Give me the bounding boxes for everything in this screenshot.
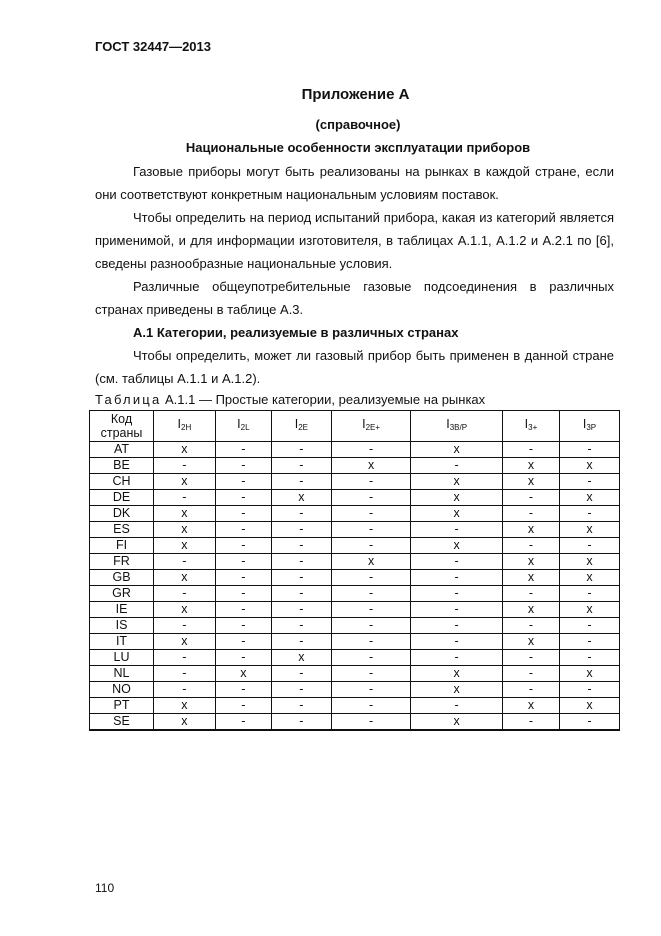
country-code-cell: NO	[90, 682, 154, 698]
category-cell: -	[215, 570, 271, 586]
category-cell: -	[271, 474, 331, 490]
category-base: I	[582, 417, 587, 431]
category-cell: -	[411, 570, 503, 586]
table-row	[90, 602, 620, 618]
table-body	[90, 442, 620, 731]
category-header	[154, 411, 216, 442]
category-cell: x	[331, 554, 411, 570]
category-cell: x	[154, 698, 216, 714]
category-subscript: 3B/P	[449, 423, 468, 432]
category-cell: -	[411, 602, 503, 618]
category-cell: x	[154, 538, 216, 554]
category-cell: x	[154, 442, 216, 458]
category-subscript: 2L	[240, 423, 250, 432]
table-row	[90, 698, 620, 714]
page-number: 110	[95, 881, 115, 895]
table-row	[90, 634, 620, 650]
category-cell: -	[215, 458, 271, 474]
category-cell: -	[560, 474, 620, 490]
category-cell: x	[154, 506, 216, 522]
category-cell: -	[502, 490, 559, 506]
table-header-row	[90, 411, 620, 442]
paragraph: Различные общеупотребительные газовые подсоединения в различных странах приведены в таблице А.3.	[95, 279, 614, 317]
country-code-header: Код страны	[90, 411, 154, 442]
category-cell: x	[411, 666, 503, 682]
category-cell: -	[331, 682, 411, 698]
category-cell: -	[271, 682, 331, 698]
category-cell: x	[560, 490, 620, 506]
category-cell: -	[331, 474, 411, 490]
category-cell: -	[502, 442, 559, 458]
category-cell: -	[502, 618, 559, 634]
category-cell: -	[331, 570, 411, 586]
category-cell: x	[502, 522, 559, 538]
category-base: I	[177, 417, 181, 431]
category-cell: -	[502, 538, 559, 554]
category-cell: -	[560, 714, 620, 731]
table-caption	[95, 392, 485, 407]
category-cell: -	[154, 458, 216, 474]
section-heading: А.1 Категории, реализуемые в различных странах	[133, 325, 459, 340]
category-header	[560, 411, 620, 442]
category-cell: -	[411, 458, 503, 474]
category-cell: -	[331, 634, 411, 650]
country-code-cell: ES	[90, 522, 154, 538]
category-cell: -	[271, 570, 331, 586]
paragraph: Чтобы определить на период испытаний прибора, какая из категорий является применимой, и для информации изготовителя, в таблицах А.1.1, А.1.2 и А.2.1 по [6], сведены разнообразные национальные условия.	[95, 210, 614, 271]
country-code-cell: DE	[90, 490, 154, 506]
appendix-kind: (справочное)	[315, 117, 401, 132]
country-code-cell: GB	[90, 570, 154, 586]
table-caption-label: Таблица	[95, 392, 162, 407]
category-cell: -	[271, 618, 331, 634]
category-subscript: 3+	[528, 423, 538, 432]
category-header	[411, 411, 503, 442]
table-row	[90, 506, 620, 522]
category-cell: x	[560, 666, 620, 682]
table-row	[90, 442, 620, 458]
categories-table	[89, 410, 620, 731]
category-base: I	[524, 417, 529, 431]
category-cell: -	[215, 618, 271, 634]
category-base: I	[294, 417, 299, 431]
category-cell: -	[560, 682, 620, 698]
category-cell: -	[215, 442, 271, 458]
category-cell: -	[271, 666, 331, 682]
category-cell: -	[331, 506, 411, 522]
category-cell: x	[502, 698, 559, 714]
category-cell: x	[411, 714, 503, 731]
table-row	[90, 714, 620, 731]
category-cell: -	[154, 682, 216, 698]
category-cell: -	[411, 650, 503, 666]
table-row	[90, 554, 620, 570]
category-cell: -	[331, 586, 411, 602]
paragraph: Чтобы определить, может ли газовый прибор быть применен в данной стране (см. таблицы А.1.1 и А.1.2).	[95, 348, 614, 386]
category-cell: -	[215, 698, 271, 714]
country-code-cell: IS	[90, 618, 154, 634]
category-cell: -	[215, 714, 271, 731]
table-row	[90, 682, 620, 698]
category-cell: -	[215, 602, 271, 618]
category-cell: -	[215, 586, 271, 602]
table-row	[90, 538, 620, 554]
category-cell: x	[411, 442, 503, 458]
category-cell: -	[331, 714, 411, 731]
category-cell: x	[560, 570, 620, 586]
category-cell: x	[502, 458, 559, 474]
appendix-title: Приложение А	[301, 86, 410, 103]
category-cell: -	[560, 538, 620, 554]
country-code-cell: FI	[90, 538, 154, 554]
category-cell: -	[502, 506, 559, 522]
category-cell: -	[154, 554, 216, 570]
category-cell: -	[331, 538, 411, 554]
category-cell: -	[331, 650, 411, 666]
category-base: I	[237, 417, 241, 431]
category-header	[502, 411, 559, 442]
category-cell: -	[411, 522, 503, 538]
category-cell: -	[271, 634, 331, 650]
category-cell: -	[411, 618, 503, 634]
category-cell: -	[215, 538, 271, 554]
category-cell: x	[331, 458, 411, 474]
category-subscript: 2H	[181, 423, 192, 432]
category-cell: x	[411, 506, 503, 522]
category-cell: -	[271, 602, 331, 618]
category-cell: -	[411, 698, 503, 714]
category-cell: -	[271, 522, 331, 538]
category-cell: x	[502, 602, 559, 618]
category-subscript: 2E+	[365, 423, 381, 432]
category-cell: -	[215, 554, 271, 570]
category-subscript: 2E	[298, 423, 309, 432]
paragraph: Газовые приборы могут быть реализованы на рынках в каждой стране, если они соответствуют конкретным национальным условиям поставок.	[95, 164, 614, 202]
category-cell: -	[411, 586, 503, 602]
country-code-cell: LU	[90, 650, 154, 666]
category-cell: -	[154, 490, 216, 506]
appendix-subtitle: Национальные особенности эксплуатации приборов	[185, 140, 531, 155]
category-cell: -	[502, 650, 559, 666]
category-cell: x	[154, 714, 216, 731]
category-cell: -	[271, 586, 331, 602]
category-cell: -	[215, 682, 271, 698]
category-cell: -	[331, 618, 411, 634]
category-cell: -	[560, 586, 620, 602]
table-row	[90, 474, 620, 490]
table-row	[90, 586, 620, 602]
table-row	[90, 458, 620, 474]
category-cell: x	[154, 522, 216, 538]
category-cell: -	[502, 714, 559, 731]
table-row	[90, 650, 620, 666]
table-row	[90, 666, 620, 682]
category-cell: -	[215, 650, 271, 666]
category-cell: -	[215, 490, 271, 506]
table-caption-text: А.1.1 — Простые категории, реализуемые на рынках	[161, 392, 486, 407]
country-code-cell: IT	[90, 634, 154, 650]
category-cell: -	[560, 506, 620, 522]
category-cell: x	[560, 554, 620, 570]
table-row	[90, 570, 620, 586]
category-cell: -	[215, 634, 271, 650]
category-base: I	[446, 417, 450, 431]
category-cell: -	[560, 634, 620, 650]
category-cell: -	[271, 506, 331, 522]
category-cell: -	[215, 506, 271, 522]
category-cell: -	[271, 698, 331, 714]
category-cell: -	[502, 682, 559, 698]
category-cell: x	[411, 490, 503, 506]
table-row	[90, 522, 620, 538]
country-code-cell: FR	[90, 554, 154, 570]
category-cell: x	[154, 634, 216, 650]
category-base: I	[362, 417, 366, 431]
category-cell: x	[502, 474, 559, 490]
category-cell: -	[331, 490, 411, 506]
category-cell: -	[411, 554, 503, 570]
category-cell: -	[331, 666, 411, 682]
category-cell: x	[154, 570, 216, 586]
category-cell: -	[271, 458, 331, 474]
category-cell: x	[154, 474, 216, 490]
category-cell: -	[271, 714, 331, 731]
country-code-cell: NL	[90, 666, 154, 682]
category-cell: x	[560, 698, 620, 714]
country-code-cell: IE	[90, 602, 154, 618]
category-cell: x	[560, 458, 620, 474]
body-text	[95, 160, 614, 390]
category-cell: -	[411, 634, 503, 650]
category-cell: -	[331, 602, 411, 618]
category-cell: -	[154, 666, 216, 682]
category-cell: -	[271, 538, 331, 554]
category-cell: -	[331, 698, 411, 714]
category-cell: -	[271, 554, 331, 570]
category-cell: -	[331, 442, 411, 458]
country-code-cell: GR	[90, 586, 154, 602]
category-header	[215, 411, 271, 442]
country-code-cell: AT	[90, 442, 154, 458]
category-cell: x	[215, 666, 271, 682]
category-cell: x	[502, 570, 559, 586]
category-cell: x	[560, 602, 620, 618]
category-cell: -	[215, 522, 271, 538]
category-cell: x	[271, 490, 331, 506]
category-cell: -	[154, 586, 216, 602]
category-cell: -	[215, 474, 271, 490]
category-cell: x	[560, 522, 620, 538]
category-cell: x	[411, 474, 503, 490]
country-code-cell: DK	[90, 506, 154, 522]
category-cell: -	[271, 442, 331, 458]
category-cell: -	[154, 650, 216, 666]
table-row	[90, 618, 620, 634]
country-code-cell: PT	[90, 698, 154, 714]
category-cell: -	[560, 442, 620, 458]
table-row	[90, 490, 620, 506]
category-cell: -	[560, 618, 620, 634]
category-cell: -	[331, 522, 411, 538]
category-cell: x	[411, 682, 503, 698]
category-header	[331, 411, 411, 442]
category-cell: x	[502, 554, 559, 570]
category-cell: -	[560, 650, 620, 666]
category-cell: -	[154, 618, 216, 634]
category-cell: x	[502, 634, 559, 650]
document-header: ГОСТ 32447—2013	[95, 39, 211, 54]
country-code-cell: BE	[90, 458, 154, 474]
category-header	[271, 411, 331, 442]
category-cell: x	[411, 538, 503, 554]
category-cell: -	[502, 666, 559, 682]
category-cell: x	[154, 602, 216, 618]
category-cell: -	[502, 586, 559, 602]
country-code-cell: CH	[90, 474, 154, 490]
category-subscript: 3P	[586, 423, 597, 432]
country-code-cell: SE	[90, 714, 154, 731]
category-cell: x	[271, 650, 331, 666]
